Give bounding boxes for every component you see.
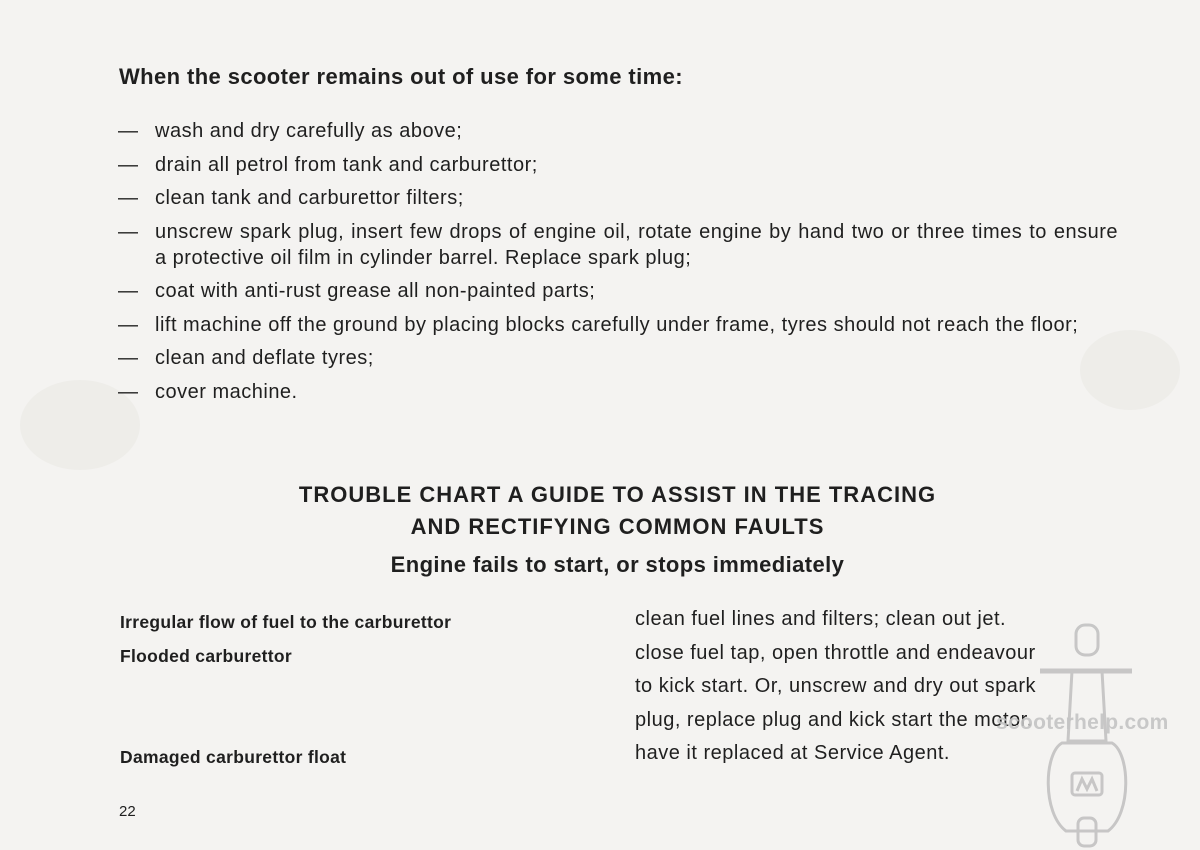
storage-heading: When the scooter remains out of use for some time: [119, 64, 683, 89]
dash-marker: — [118, 187, 139, 209]
remedy-line: plug, replace plug and kick start the motor. [635, 708, 1033, 731]
list-item [118, 219, 1118, 271]
list-item-text: drain all petrol from tank and carburettor; [155, 153, 538, 176]
remedy-line: clean fuel lines and filters; clean out jet. [635, 608, 1007, 630]
list-item [118, 345, 1118, 371]
remedy-line: close fuel tap, open throttle and endeavour [635, 641, 1036, 664]
cause-flooded: Flooded carburettor [120, 646, 292, 666]
list-item [118, 278, 1118, 304]
list-item-text: lift machine off the ground by placing blocks carefully under frame, tyres should not reach the floor; [155, 313, 1079, 336]
list-item [118, 185, 1118, 211]
watermark-text: scooterhelp.com [996, 711, 1169, 734]
dash-marker: — [118, 153, 139, 176]
trouble-chart-subtitle: Engine fails to start, or stops immediately [390, 552, 845, 577]
list-item-text: wash and dry carefully as above; [155, 120, 463, 142]
page-number: 22 [119, 803, 136, 820]
title-line-1: TROUBLE CHART A GUIDE TO ASSIST IN THE TRACING [298, 482, 937, 507]
list-item [118, 152, 1118, 178]
dash-marker: — [118, 220, 139, 243]
title-line-2: AND RECTIFYING COMMON FAULTS [410, 514, 825, 539]
list-item [118, 312, 1118, 338]
scooter-icon [1032, 623, 1142, 848]
list-item-text: cover machine. [155, 380, 298, 403]
list-item-text: clean and deflate tyres; [155, 347, 374, 369]
dash-marker: — [118, 380, 139, 403]
list-item-text: coat with anti-rust grease all non-painted parts; [155, 280, 596, 302]
list-item-text: clean tank and carburettor filters; [155, 187, 464, 209]
trouble-chart-title [200, 479, 1035, 543]
remedy-line: have it replaced at Service Agent. [635, 742, 950, 764]
dash-marker: — [118, 313, 139, 336]
cause-fuel-flow: Irregular flow of fuel to the carburettor [120, 612, 452, 632]
list-item [118, 379, 1118, 405]
list-item-text: unscrew spark plug, insert few drops of engine oil, rotate engine by hand two or three times to ensure a protective oil film in cylinder barrel. Replace spark plug; [155, 220, 1118, 269]
remedy-line: to kick start. Or, unscrew and dry out spark [635, 675, 1037, 697]
dash-marker: — [118, 280, 139, 302]
cause-float: Damaged carburettor float [120, 747, 347, 767]
list-item [118, 118, 1118, 144]
dash-marker: — [118, 347, 139, 369]
storage-list [118, 118, 1118, 412]
dash-marker: — [118, 120, 139, 142]
